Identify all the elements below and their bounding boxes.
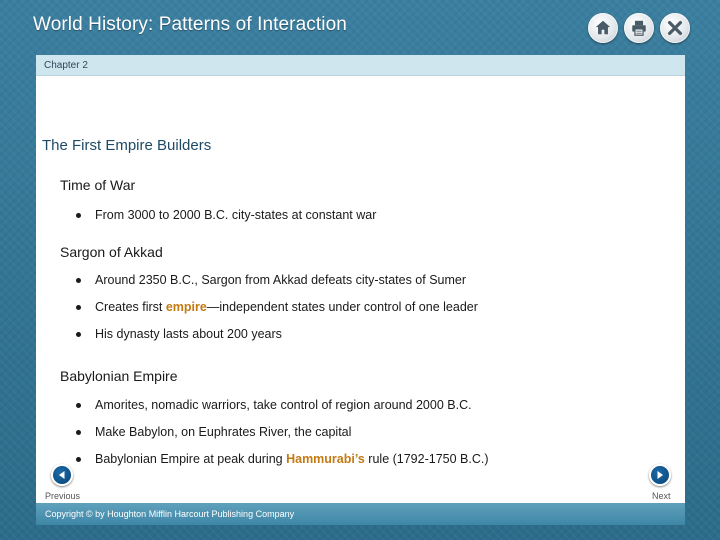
close-button[interactable] (660, 13, 690, 43)
text-segment: —independent states under control of one leader (206, 300, 478, 314)
topic-heading-time-of-war: Time of War (60, 177, 136, 193)
bullet-dot-icon (76, 213, 81, 218)
bullet-text (95, 326, 282, 342)
close-icon (666, 19, 684, 37)
previous-label[interactable]: Previous (45, 491, 81, 501)
bullet-dot-icon (76, 305, 81, 310)
print-icon (630, 19, 648, 37)
next-button[interactable] (649, 464, 671, 486)
bullet-item (76, 424, 489, 451)
text-segment: His dynasty lasts about 200 years (95, 327, 282, 341)
bullet-text (95, 299, 478, 315)
footer-bar (36, 503, 685, 525)
bullet-text (95, 424, 351, 440)
next-label[interactable]: Next (652, 491, 671, 501)
key-term: Hammurabi’s (286, 452, 365, 466)
bullet-text (95, 451, 489, 467)
bullet-text (95, 207, 376, 223)
bullet-item (76, 451, 489, 478)
bullet-dot-icon (76, 430, 81, 435)
arrow-left-icon (57, 470, 67, 480)
bullet-list-sargon (76, 272, 478, 353)
topic-heading-sargon: Sargon of Akkad (60, 244, 163, 260)
home-icon (594, 19, 612, 37)
bullet-list-babylonian (76, 397, 489, 478)
content-panel (36, 55, 685, 503)
toolbar (588, 13, 690, 43)
print-button[interactable] (624, 13, 654, 43)
text-segment: From 3000 to 2000 B.C. city-states at constant war (95, 208, 377, 222)
key-term: empire (165, 300, 207, 314)
topic-heading-babylonian: Babylonian Empire (60, 368, 178, 384)
bullet-item (76, 397, 489, 424)
section-title: The First Empire Builders (42, 137, 212, 154)
bullet-item (76, 299, 478, 326)
bullet-list-time-of-war (76, 207, 376, 234)
text-segment: Amorites, nomadic warriors, take control of region around 2000 B.C. (95, 398, 472, 412)
text-segment: Babylonian Empire at peak during (95, 452, 287, 466)
text-segment: Creates first (95, 300, 166, 314)
previous-button[interactable] (51, 464, 73, 486)
chapter-bar (36, 55, 685, 76)
text-segment: rule (1792-1750 B.C.) (364, 452, 489, 466)
app-title: World History: Patterns of Interaction (33, 14, 347, 35)
bullet-dot-icon (76, 278, 81, 283)
bullet-item (76, 207, 376, 234)
copyright-text: Copyright © by Houghton Mifflin Harcourt Publishing Company (45, 509, 295, 519)
bullet-item (76, 326, 478, 353)
bullet-dot-icon (76, 457, 81, 462)
bullet-item (76, 272, 478, 299)
chapter-label: Chapter 2 (44, 59, 88, 71)
text-segment: Around 2350 B.C., Sargon from Akkad defeats city-states of Sumer (95, 273, 467, 287)
bullet-text (95, 272, 466, 288)
arrow-right-icon (655, 470, 665, 480)
bullet-dot-icon (76, 403, 81, 408)
text-segment: Make Babylon, on Euphrates River, the capital (95, 425, 352, 439)
bullet-text (95, 397, 472, 413)
home-button[interactable] (588, 13, 618, 43)
bullet-dot-icon (76, 332, 81, 337)
